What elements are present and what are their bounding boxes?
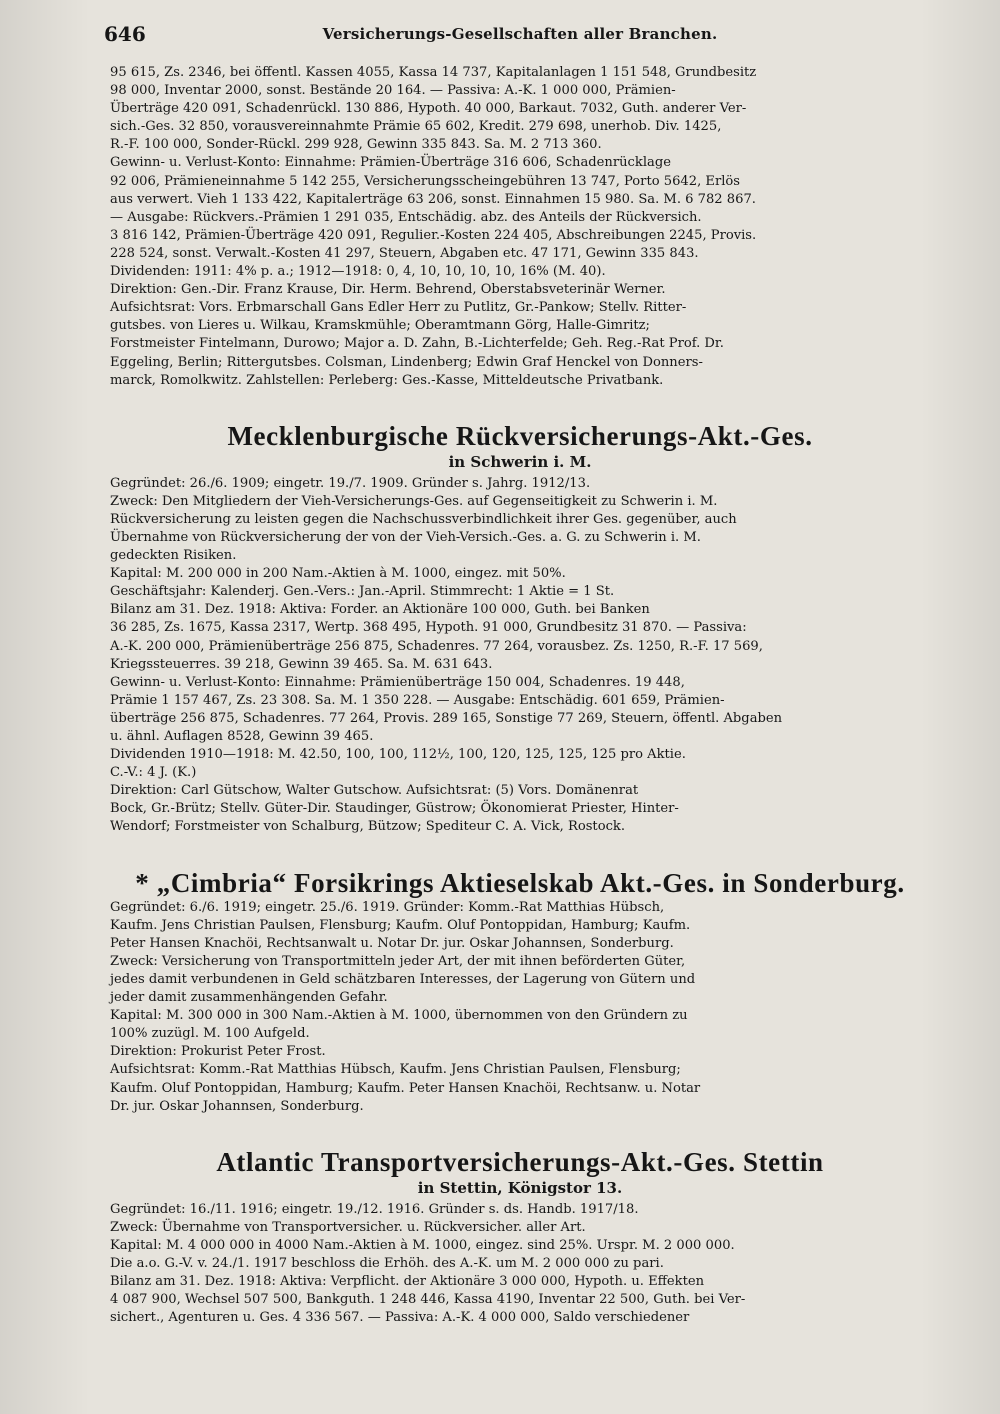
entry-location: in Schwerin i. M.: [448, 452, 592, 471]
purpose-text: Zweck: Den Mitgliedern der Vieh-Versicherungs-Ges. auf Gegenseitigkeit zu Schwerin i. M. Rückversicherung zu leisten gegen die Nachschussverbindlichkeit ihrer Ges. gegenüber, auch Übernahme von Rückversicherung der von der Vieh-Versich.-Ges. a. G. zu Schwerin i. M. gedeckten Risiken.: [110, 493, 737, 564]
running-head: [104, 20, 930, 50]
running-title: Versicherungs-Gesellschaften aller Branchen.: [322, 25, 718, 43]
fiscal-year-text: Geschäftsjahr: Kalenderj. Gen.-Vers.: Jan.-April. Stimmrecht: 1 Aktie = 1 St.: [110, 584, 615, 600]
continued-entry: [110, 64, 930, 390]
entry-mecklenburgische: [110, 420, 930, 837]
supervisory-board-text: Aufsichtsrat: Komm.-Rat Matthias Hübsch, Kaufm. Jens Christian Paulsen, Flensburg; Kaufm. Oluf Pontoppidan, Hamburg; Kaufm. Peter Hansen Knachöi, Rechtsanw. u. Notar Dr. jur. Oskar Johannsen, Sonderburg.: [110, 1062, 701, 1114]
balance-text: 95 615, Zs. 2346, bei öffentl. Kassen 4055, Kassa 14 737, Kapitalanlagen 1 151 548, Grundbesitz 98 000, Inventar 2000, sonst. Bestände 20 164. — Passiva: A.-K. 1 000 000, Prämien- Überträge 420 091, Schadenrückl. 130 886, Hypoth. 40 000, Barkaut. 7032, Guth. anderer Ver- sich.-Ges. 32 850, vorausvereinnahmte Prämie 65 602, Kredit. 279 698, unerhob. Div. 1425, R.-F. 100 000, Sonder-Rückl. 299 928, Gewinn 335 843. Sa. M. 2 713 360.: [110, 65, 757, 153]
dividends-text: Dividenden 1910—1918: M. 42.50, 100, 100, 112½, 100, 120, 125, 125, 125 pro Aktie. C.-V.: 4 J. (K.): [110, 747, 686, 781]
entry-title: Atlantic Transportversicherungs-Akt.-Ges. Stettin: [216, 1146, 824, 1177]
page-number: 646: [104, 22, 146, 46]
dividends-text: Dividenden: 1911: 4% p. a.; 1912—1918: 0, 4, 10, 10, 10, 10, 16% (M. 40).: [110, 264, 606, 280]
board-text: Direktion: Carl Gütschow, Walter Gutschow. Aufsichtsrat: (5) Vors. Domänenrat Bock, Gr.-Brütz; Stellv. Güter-Dir. Staudinger, Güstrow; Ökonomierat Priester, Hinter- Wendorf; Forstmeister von Schalburg, Bützow; Spediteur C. A. Vick, Rostock.: [110, 783, 679, 835]
board-text: Direktion: Prokurist Peter Frost.: [110, 1044, 326, 1060]
purpose-text: Zweck: Übernahme von Transportversicher. u. Rückversicher. aller Art.: [110, 1219, 586, 1235]
purpose-text: Zweck: Versicherung von Transportmitteln jeder Art, der mit ihnen beförderten Güter, jedes damit verbundenen in Geld schätzbaren Interesses, der Lagerung von Gütern und jeder damit zusammenhängenden Gefahr.: [110, 953, 696, 1006]
capital-text: Kapital: M. 200 000 in 200 Nam.-Aktien à M. 1000, eingez. mit 50%.: [110, 566, 566, 582]
entry-location: in Stettin, Königstor 13.: [417, 1178, 623, 1197]
profit-loss-text: Gewinn- u. Verlust-Konto: Einnahme: Prämienüberträge 150 004, Schadenres. 19 448, Prämie 1 157 467, Zs. 23 308. Sa. M. 1 350 228. — Ausgabe: Entschädig. 601 659, Prämien- überträge 256 875, Schadenres. 77 264, Provis. 289 165, Sonstige 77 269, Steuern, öffentl. Abgaben u. ähnl. Auflagen 8528, Gewinn 39 465.: [110, 674, 783, 744]
entry-atlantic: [110, 1146, 930, 1328]
board-text: Direktion: Gen.-Dir. Franz Krause, Dir. Herm. Behrend, Oberstabsveterinär Werner.: [110, 282, 666, 298]
capital-text: Kapital: M. 4 000 000 in 4000 Nam.-Aktien à M. 1000, eingez. sind 25%. Urspr. M. 2 000 000. Die a.o. G.-V. v. 24./1. 1917 beschloss die Erhöh. des A.-K. um M. 2 000 000 zu pari.: [110, 1237, 735, 1271]
founded-text: Gegründet: 6./6. 1919; eingetr. 25./6. 1919. Gründer: Komm.-Rat Matthias Hübsch, Kaufm. Jens Christian Paulsen, Flensburg; Kaufm. Oluf Pontoppidan, Hamburg; Kaufm. Peter Hansen Knachöi, Rechtsanwalt u. Notar Dr. jur. Oskar Johannsen, Sonderburg.: [110, 899, 691, 951]
balance-text: Bilanz am 31. Dez. 1918: Aktiva: Verpflicht. der Aktionäre 3 000 000, Hypoth. u. Effekten 4 087 900, Wechsel 507 500, Bankguth. 1 248 446, Kassa 4190, Inventar 22 500, Guth. bei Ver- sichert., Agenturen u. Ges. 4 336 567. — Passiva: A.-K. 4 000 000, Saldo verschiedener: [110, 1274, 746, 1326]
founded-text: Gegründet: 16./11. 1916; eingetr. 19./12. 1916. Gründer s. ds. Handb. 1917/18.: [110, 1201, 639, 1217]
capital-text: Kapital: M. 300 000 in 300 Nam.-Aktien à M. 1000, übernommen von den Gründern zu 100% zuzügl. M. 100 Aufgeld.: [110, 1008, 688, 1042]
entry-title: * „Cimbria“ Forsikrings Aktieselskab Akt.-Ges. in Sonderburg.: [135, 867, 905, 898]
entry-cimbria: [110, 867, 930, 1116]
entry-title: Mecklenburgische Rückversicherungs-Akt.-Ges.: [227, 420, 813, 451]
founded-text: Gegründet: 26./6. 1909; eingetr. 19./7. 1909. Gründer s. Jahrg. 1912/13.: [110, 475, 591, 491]
supervisory-board-text: Aufsichtsrat: Vors. Erbmarschall Gans Edler Herr zu Putlitz, Gr.-Pankow; Stellv. Ritter- gutsbes. von Lieres u. Wilkau, Kramskmühle; Oberamtmann Görg, Halle-Gimritz; Forstmeister Fintelmann, Durowo; Major a. D. Zahn, B.-Lichterfelde; Geh. Reg.-Rat Prof. Dr. Eggeling, Berlin; Rittergutsbes. Colsman, Lindenberg; Edwin Graf Henckel von Donners- marck, Romolkwitz. Zahlstellen: Perleberg: Ges.-Kasse, Mitteldeutsche Privatbank.: [110, 300, 724, 388]
balance-text: Bilanz am 31. Dez. 1918: Aktiva: Forder. an Aktionäre 100 000, Guth. bei Banken 36 285, Zs. 1675, Kassa 2317, Wertp. 368 495, Hypoth. 91 000, Grundbesitz 31 870. — Passiva: A.-K. 200 000, Prämienüberträge 256 875, Schadenres. 77 264, vorausbez. Zs. 1250, R.-F. 17 569, Kriegssteuerres. 39 218, Gewinn 39 465. Sa. M. 631 643.: [110, 602, 763, 672]
profit-loss-text: Gewinn- u. Verlust-Konto: Einnahme: Prämien-Überträge 316 606, Schadenrücklage 92 006, Prämieneinnahme 5 142 255, Versicherungsscheingebühren 13 747, Porto 5642, Erlös aus verwert. Vieh 1 133 422, Kapitalerträge 63 206, sonst. Einnahmen 15 980. Sa. M. 6 782 867. — Ausgabe: Rückvers.-Prämien 1 291 035, Entschädig. abz. des Anteils der Rückversich. 3 816 142, Prämien-Überträge 420 091, Regulier.-Kosten 224 405, Abschreibungen 2245, Provis. 228 524, sonst. Verwalt.-Kosten 41 297, Steuern, Abgaben etc. 47 171, Gewinn 335 843.: [110, 155, 757, 261]
